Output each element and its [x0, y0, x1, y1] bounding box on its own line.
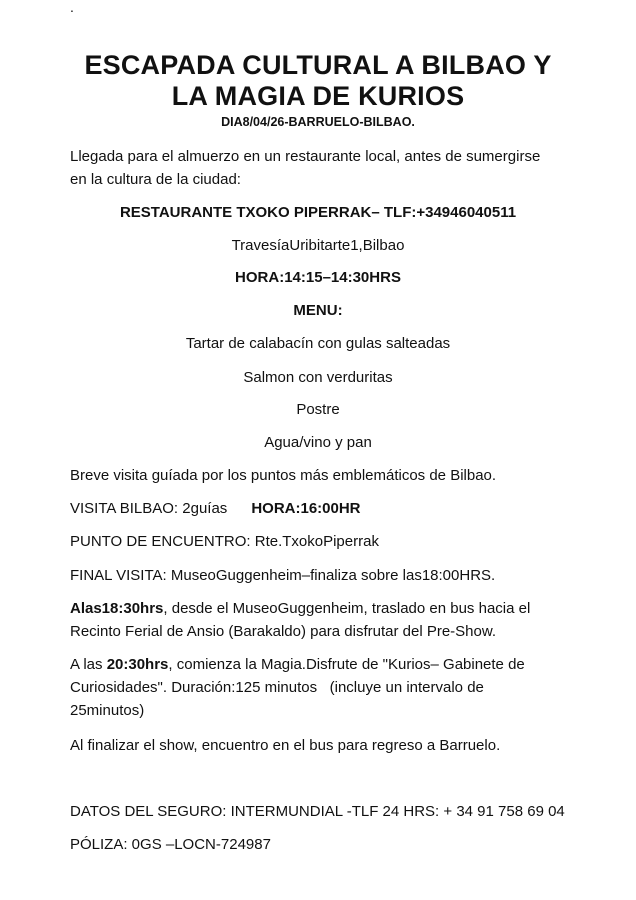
intro-paragraph: [70, 145, 570, 191]
show-text-1: , comienza la Magia.Disfrute de "Kurios– Gabinete de: [168, 656, 525, 673]
show-prefix: A las: [70, 656, 107, 673]
insurance-policy: PÓLIZA: 0GS –LOCN-724987: [70, 836, 271, 853]
menu-item: Salmon con verduritas: [243, 369, 393, 386]
visit-guides: VISITA BILBAO: 2guías: [70, 500, 228, 517]
show-paragraph: [70, 653, 570, 722]
return-text: Al finalizar el show, encuentro en el bus para regreso a Barruelo.: [70, 737, 501, 754]
stray-mark: .: [70, 0, 74, 15]
date-route-subtitle: DIA8/04/26-BARRUELO-BILBAO.: [221, 115, 415, 129]
visit-intro: Breve visita guíada por los puntos más emblemáticos de Bilbao.: [70, 467, 497, 484]
show-text-3: 25minutos): [70, 702, 145, 719]
menu-heading: MENU:: [293, 302, 343, 319]
menu-item: Postre: [296, 401, 340, 418]
visit-time: HORA:16:00HR: [251, 500, 361, 517]
title-line-2: LA MAGIA DE KURIOS: [171, 81, 465, 111]
visit-end: FINAL VISITA: MuseoGuggenheim–finaliza sobre las18:00HRS.: [70, 567, 496, 584]
restaurant-address: TravesíaUribitarte1,Bilbao: [231, 237, 405, 254]
transfer-paragraph: [70, 597, 570, 643]
meeting-point: PUNTO DE ENCUENTRO: Rte.TxokoPiperrak: [70, 533, 379, 550]
menu-item: Tartar de calabacín con gulas salteadas: [185, 335, 451, 352]
transfer-text-1: , desde el MuseoGuggenheim, traslado en bus hacia el: [163, 600, 531, 617]
intro-line-1: Llegada para el almuerzo en un restaurante local, antes de sumergirse: [70, 148, 541, 165]
lunch-hours: HORA:14:15–14:30HRS: [235, 269, 401, 286]
show-time: 20:30hrs: [106, 656, 169, 673]
menu-item: Agua/vino y pan: [264, 434, 372, 451]
title-line-1: ESCAPADA CULTURAL A BILBAO Y: [84, 50, 552, 80]
transfer-text-2: Recinto Ferial de Ansio (Barakaldo) para disfrutar del Pre-Show.: [70, 623, 497, 640]
transfer-time: Alas18:30hrs: [70, 600, 164, 617]
intro-line-2: en la cultura de la ciudad:: [70, 171, 241, 188]
insurance-data: DATOS DEL SEGURO: INTERMUNDIAL -TLF 24 HRS: + 34 91 758 69 04: [70, 803, 565, 820]
page-title: [20, 50, 616, 112]
show-text-2: Curiosidades". Duración:125 minutos (incluye un intervalo de: [70, 679, 484, 696]
visit-guides-row: [70, 497, 570, 520]
restaurant-name-phone: RESTAURANTE TXOKO PIPERRAK– TLF:+34946040511: [119, 204, 517, 221]
